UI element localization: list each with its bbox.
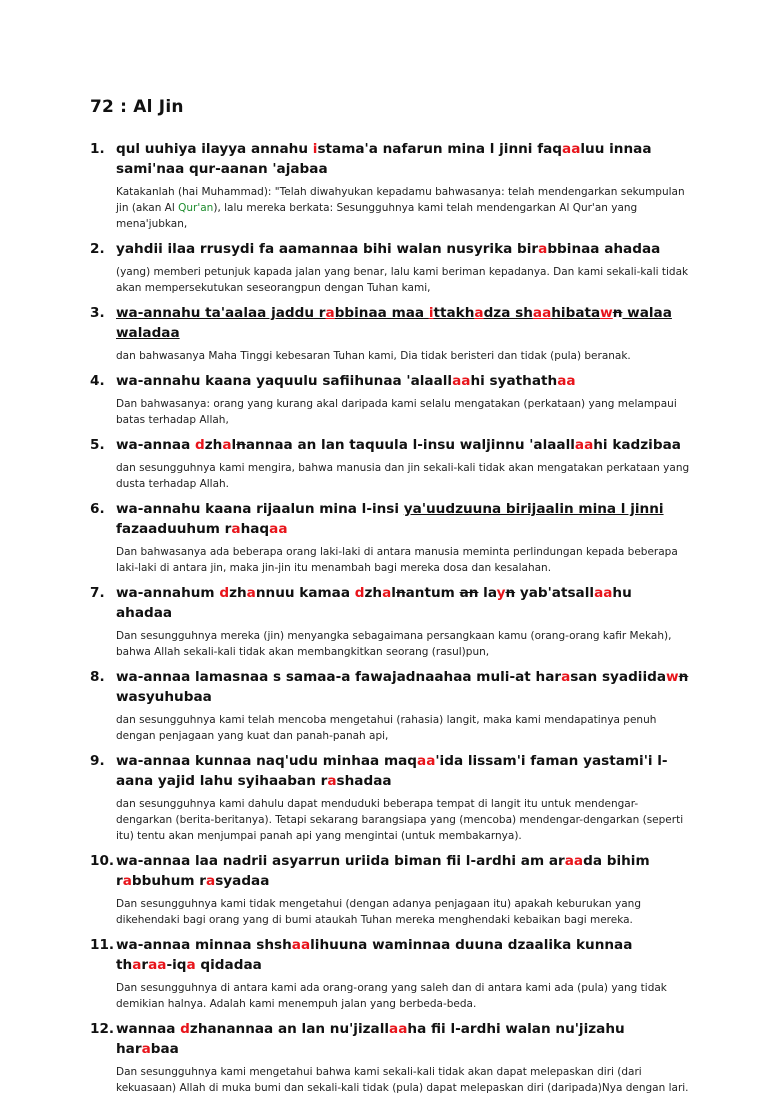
tajwid-mark: a (561, 669, 571, 685)
tajwid-mark: a (382, 585, 392, 601)
text-segment: hu ahadaa (116, 585, 632, 621)
text-segment: l (391, 585, 396, 601)
verse-number: 4. (90, 373, 105, 389)
text-segment: zh (364, 585, 383, 601)
verse-number: 2. (90, 241, 105, 257)
transliteration-text (116, 667, 690, 707)
tajwid-mark: d (219, 585, 230, 601)
text-segment: syadaa (215, 873, 270, 889)
text-segment: zh (229, 585, 247, 601)
tajwid-mark: a (538, 241, 548, 257)
tajwid-mark: aa (417, 753, 436, 769)
text-segment: bbuhum r (131, 873, 207, 889)
verse-translation (116, 628, 690, 660)
text-segment: wa-annaa (116, 437, 195, 453)
transliteration-text (116, 139, 690, 179)
text-segment: hi syathath (470, 373, 558, 389)
text-segment: san syadiida (570, 669, 667, 685)
verse-item (90, 371, 690, 428)
text-segment: (yang) memberi petunjuk kapada jalan yang benar, lalu kami beriman kepadanya. Dan kami sekali-kali tidak akan mempersekutukan seseorangpun dengan Tuhan kami, (116, 266, 689, 294)
text-segment: 'ida lissam'i faman yastami'i l-aana yajid lahu syihaaban r (116, 753, 668, 789)
tajwid-mark: a (474, 305, 484, 321)
text-segment: Dan bahwasanya: orang yang kurang akal daripada kami selalu mengatakan (perkataan) yang melampaui batas terhadap Allah, (116, 398, 677, 426)
tajwid-mark: y (496, 585, 506, 601)
transliteration-text (116, 435, 690, 455)
tajwid-mark: a (327, 773, 337, 789)
tajwid-mark: a (186, 957, 196, 973)
verse-translation (116, 896, 690, 928)
tajwid-mark: aa (594, 585, 613, 601)
tajwid-mark: i (428, 305, 434, 321)
verse-item (90, 303, 690, 364)
text-segment: wannaa (116, 1021, 181, 1037)
transliteration-text (116, 583, 690, 623)
verse-item (90, 583, 690, 660)
tajwid-mark: a (132, 957, 142, 973)
text-segment: wa-annaa laa nadrii asyarrun uriida biman fii l-ardhi am ar (116, 853, 565, 869)
verse-item (90, 499, 690, 576)
text-segment: bbinaa ahadaa (547, 241, 661, 257)
text-segment: wa-annahu ta'aalaa jaddu r (116, 305, 326, 321)
tajwid-mark: aa (532, 305, 552, 321)
text-segment: la (478, 585, 497, 601)
text-segment: dan sesungguhnya kami mengira, bahwa manusia dan jin sekali-kali tidak akan mengatakan perkataan yang dusta terhadap Allah. (116, 462, 690, 490)
text-segment: wasyuhubaa (116, 689, 212, 705)
text-segment: baa (150, 1041, 179, 1057)
verse-transliteration (90, 499, 690, 539)
transliteration-text (116, 303, 690, 343)
verse-translation (116, 396, 690, 428)
verse-transliteration (90, 1019, 690, 1059)
transliteration-text (116, 371, 690, 391)
text-segment: ha fii l-ardhi walan nu'jizahu har (116, 1021, 625, 1057)
tajwid-mark: aa (452, 373, 471, 389)
text-segment: haq (240, 521, 270, 537)
verse-translation (116, 460, 690, 492)
tajwid-mark: aa (269, 521, 288, 537)
tajwid-mark: aa (389, 1021, 408, 1037)
text-segment: da bihim r (116, 853, 650, 889)
text-segment: wa-annahu kaana rijaalun mina l-insi (116, 501, 404, 517)
text-segment: Dan bahwasanya ada beberapa orang laki-laki di antara manusia meminta perlindungan kepada beberapa laki-laki di antara jin, maka jin-jin itu menambah bagi mereka dosa dan kesalahan. (116, 546, 678, 574)
text-segment: antum (405, 585, 460, 601)
verse-number: 11. (90, 937, 115, 953)
text-segment: dan sesungguhnya kami dahulu dapat menduduki beberapa tempat di langit itu untuk mendengar-dengarkan (berita-beritanya). Tetapi sekarang barangsiapa yang (mencoba) mendengar-dengarkan (seperti itu) tentu akan menjumpai panah api yang mengintai (untuk membakarnya). (116, 798, 684, 842)
transliteration-text (116, 935, 690, 975)
tajwid-mark: a (141, 1041, 151, 1057)
verse-number: 6. (90, 501, 105, 517)
verse-translation (116, 184, 690, 232)
verse-item (90, 851, 690, 928)
text-segment: n (395, 585, 406, 601)
verse-item (90, 139, 690, 232)
verse-item (90, 435, 690, 492)
verse-transliteration (90, 371, 690, 391)
tajwid-mark: aa (557, 373, 576, 389)
text-segment: fazaaduuhum r (116, 521, 232, 537)
tajwid-mark: w (666, 669, 679, 685)
verse-translation (116, 980, 690, 1012)
text-segment: stama'a nafarun mina l jinni faq (317, 141, 563, 157)
tajwid-mark: a (325, 305, 335, 321)
tajwid-mark: a (222, 437, 232, 453)
text-segment: dan bahwasanya Maha Tinggi kebesaran Tuhan kami, Dia tidak beristeri dan tidak (pula) beranak. (116, 350, 631, 362)
verse-number: 9. (90, 753, 105, 769)
verse-transliteration (90, 667, 690, 707)
transliteration-text (116, 751, 690, 791)
transliteration-text (116, 499, 690, 539)
verse-translation (116, 796, 690, 844)
text-segment: nnuu kamaa (255, 585, 355, 601)
text-segment: wa-annaa kunnaa naq'udu minhaa maq (116, 753, 418, 769)
transliteration-text (116, 239, 690, 259)
text-segment: wa-annahum (116, 585, 220, 601)
text-segment: zhanannaa an lan nu'jizall (189, 1021, 390, 1037)
text-segment: annaa an lan taquula l-insu waljinnu 'alaall (245, 437, 575, 453)
verse-transliteration (90, 583, 690, 623)
text-segment: Dan sesungguhnya kami mengetahui bahwa kami sekali-kali tidak akan dapat melepaskan diri (dari kekuasaan) Allah di muka bumi dan sekali-kali tidak (pula) dapat melepaskan diri (daripada)Nya dengan lari. (116, 1066, 689, 1094)
verse-item (90, 667, 690, 744)
page-title: 72 : Al Jin (90, 97, 184, 117)
text-segment: dza sh (483, 305, 533, 321)
tajwid-mark: aa (562, 141, 581, 157)
text-segment: -iq (166, 957, 187, 973)
tajwid-mark: aa (574, 437, 594, 453)
verse-transliteration (90, 751, 690, 791)
verse-transliteration (90, 935, 690, 975)
text-segment: lihuuna waminnaa duuna dzaalika kunnaa th (116, 937, 633, 973)
transliteration-text (116, 1019, 690, 1059)
text-segment: walaa waladaa (116, 305, 672, 341)
tajwid-mark: aa (148, 957, 167, 973)
verse-translation (116, 264, 690, 296)
highlight-text: Qur'an (178, 202, 214, 214)
text-segment: qidadaa (195, 957, 262, 973)
text-segment: hi kadzibaa (593, 437, 681, 453)
text-segment: n (678, 669, 689, 685)
tajwid-mark: aa (291, 937, 311, 953)
verse-item (90, 1019, 690, 1096)
verse-number: 5. (90, 437, 105, 453)
verse-number: 8. (90, 669, 105, 685)
text-segment: yab'atsall (515, 585, 595, 601)
text-segment: Dan sesungguhnya mereka (jin) menyangka sebagaimana persangkaan kamu (orang-orang kafir Mekah), bahwa Allah sekali-kali tidak akan membangkitkan seorang (rasul)pun, (116, 630, 672, 658)
verse-number: 12. (90, 1021, 115, 1037)
text-segment: l (231, 437, 237, 453)
transliteration-text (116, 851, 690, 891)
text-segment: Dan sesungguhnya kami tidak mengetahui (dengan adanya penjagaan itu) apakah keburukan yang dikehendaki bagi orang yang di bumi ataukah Tuhan mereka menghendaki kebaikan bagi mereka. (116, 898, 641, 926)
text-segment: an (459, 585, 479, 601)
text-segment: n (505, 585, 516, 601)
verse-list (90, 139, 690, 1103)
verse-translation (116, 544, 690, 576)
tajwid-mark: a (246, 585, 256, 601)
tajwid-mark: d (354, 585, 365, 601)
text-segment: wa-annahu kaana yaquulu safiihunaa 'alaall (116, 373, 453, 389)
text-segment: bbinaa maa (334, 305, 429, 321)
text-segment: hibata (551, 305, 601, 321)
verse-item (90, 239, 690, 296)
verse-translation (116, 348, 690, 364)
text-segment: ttakh (433, 305, 475, 321)
verse-transliteration (90, 239, 690, 259)
verse-number: 10. (90, 853, 115, 869)
tajwid-mark: a (231, 521, 241, 537)
text-segment: wa-annaa minnaa shsh (116, 937, 292, 953)
verse-number: 1. (90, 141, 105, 157)
tajwid-mark: a (206, 873, 216, 889)
verse-item (90, 751, 690, 844)
verse-transliteration (90, 303, 690, 343)
text-segment: dan sesungguhnya kami telah mencoba mengetahui (rahasia) langit, maka kami mendapatinya penuh dengan penjagaan yang kuat dan panah-panah api, (116, 714, 657, 742)
text-segment: luu innaa sami'naa qur-aanan 'ajabaa (116, 141, 652, 177)
verse-transliteration (90, 851, 690, 891)
text-segment: n (236, 437, 246, 453)
verse-number: 3. (90, 305, 105, 321)
verse-transliteration (90, 139, 690, 179)
text-segment: ya'uudzuuna birijaalin mina l jinni (403, 501, 664, 517)
text-segment: Katakanlah (hai Muhammad): "Telah diwahyukan kepadamu bahwasanya: telah mendengarkan sekumpulan jin (akan Al (116, 186, 685, 214)
text-segment: yahdii ilaa rrusydi fa aamannaa bihi walan nusyrika bir (116, 241, 539, 257)
text-segment: zh (204, 437, 223, 453)
text-segment: ), lalu mereka berkata: Sesungguhnya kami telah mendengarkan Al Qur'an yang mena'jubkan, (116, 202, 638, 230)
tajwid-mark: w (600, 305, 613, 321)
text-segment: wa-annaa lamasnaa s samaa-a fawajadnaahaa muli-at har (116, 669, 562, 685)
verse-translation (116, 1064, 690, 1096)
text-segment: qul uuhiya ilayya annahu (116, 141, 313, 157)
tajwid-mark: d (194, 437, 205, 453)
text-segment: n (612, 305, 623, 321)
tajwid-mark: a (122, 873, 132, 889)
text-segment: Dan sesungguhnya di antara kami ada orang-orang yang saleh dan di antara kami ada (pula) yang tidak demikian halnya. Adalah kami menempuh jalan yang berbeda-beda. (116, 982, 667, 1010)
tajwid-mark: aa (564, 853, 584, 869)
verse-transliteration (90, 435, 690, 455)
verse-translation (116, 712, 690, 744)
verse-item (90, 935, 690, 1012)
text-segment: shadaa (336, 773, 392, 789)
verse-number: 7. (90, 585, 105, 601)
tajwid-mark: i (312, 141, 318, 157)
text-segment: r (141, 957, 149, 973)
tajwid-mark: d (180, 1021, 190, 1037)
